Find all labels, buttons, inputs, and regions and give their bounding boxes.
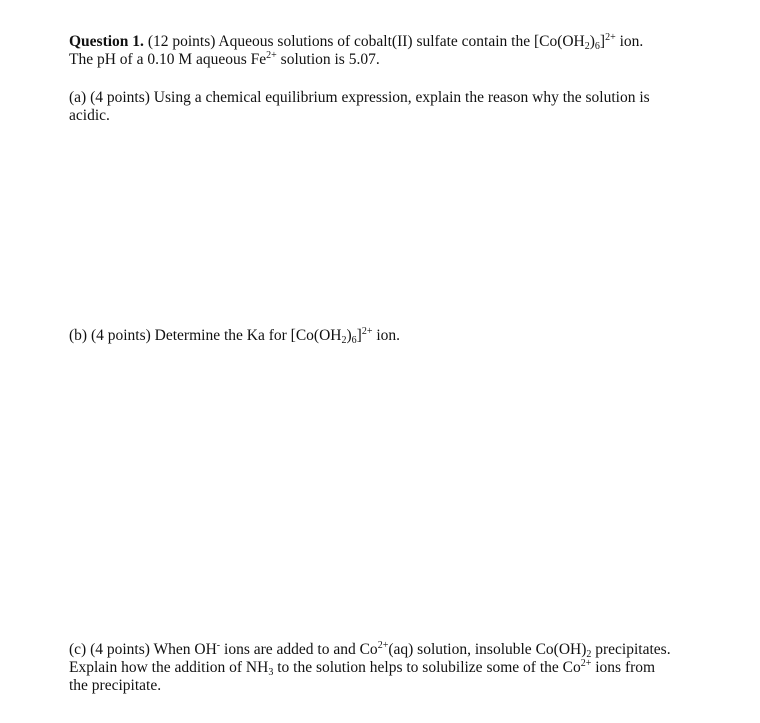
subscript: 2 bbox=[584, 41, 590, 52]
part-a-line-1: (a) (4 points) Using a chemical equilibrium expression, explain the reason why the solution is bbox=[69, 89, 650, 106]
superscript: 2+ bbox=[605, 32, 616, 43]
subscript: 2 bbox=[586, 649, 592, 660]
superscript: 2+ bbox=[377, 640, 389, 651]
part-c-text: ions are added to and Co bbox=[220, 641, 378, 658]
part-a bbox=[69, 89, 709, 125]
superscript: 2+ bbox=[580, 658, 592, 669]
intro-text: (12 points) Aqueous solutions of cobalt(II) sulfate contain the [Co(OH bbox=[143, 33, 585, 50]
superscript: 2+ bbox=[266, 50, 277, 61]
part-a-line-2: acidic. bbox=[69, 107, 110, 124]
question-intro-line-1 bbox=[69, 33, 709, 51]
question-intro-line-2 bbox=[69, 51, 709, 69]
part-c-line-1 bbox=[69, 641, 709, 659]
part-b-text: ) bbox=[346, 327, 352, 344]
part-c-text: to the solution helps to solubilize some of the Co bbox=[273, 659, 581, 676]
part-c-text: Explain how the addition of NH bbox=[69, 659, 269, 676]
superscript: 2+ bbox=[361, 326, 373, 337]
intro-text: ] bbox=[599, 33, 606, 50]
part-c-text: ions from bbox=[591, 659, 656, 676]
part-c-line-2 bbox=[69, 659, 709, 677]
subscript: 3 bbox=[268, 667, 274, 678]
subscript: 2 bbox=[341, 335, 347, 346]
intro-text: The pH of a 0.10 M aqueous Fe bbox=[69, 51, 267, 68]
part-c-text: precipitates. bbox=[591, 641, 671, 658]
question-header bbox=[69, 33, 709, 69]
intro-text: solution is 5.07. bbox=[276, 51, 380, 68]
part-c-text: (aq) solution, insoluble Co(OH) bbox=[388, 641, 587, 658]
intro-text: ) bbox=[589, 33, 595, 50]
subscript: 6 bbox=[351, 335, 357, 346]
part-c-text: (c) (4 points) When OH bbox=[69, 641, 217, 658]
part-c bbox=[69, 641, 709, 695]
part-b-text: (b) (4 points) Determine the Ka for [Co(OH bbox=[69, 327, 342, 344]
question-number: Question 1. bbox=[69, 33, 144, 50]
part-b-line-1 bbox=[69, 327, 709, 345]
subscript: 6 bbox=[594, 41, 600, 52]
superscript: - bbox=[216, 640, 221, 651]
part-b bbox=[69, 327, 709, 345]
intro-text: ion. bbox=[615, 33, 644, 50]
part-c-line-3: the precipitate. bbox=[69, 677, 162, 694]
part-b-text: ion. bbox=[372, 327, 401, 344]
part-b-text: ] bbox=[356, 327, 362, 344]
